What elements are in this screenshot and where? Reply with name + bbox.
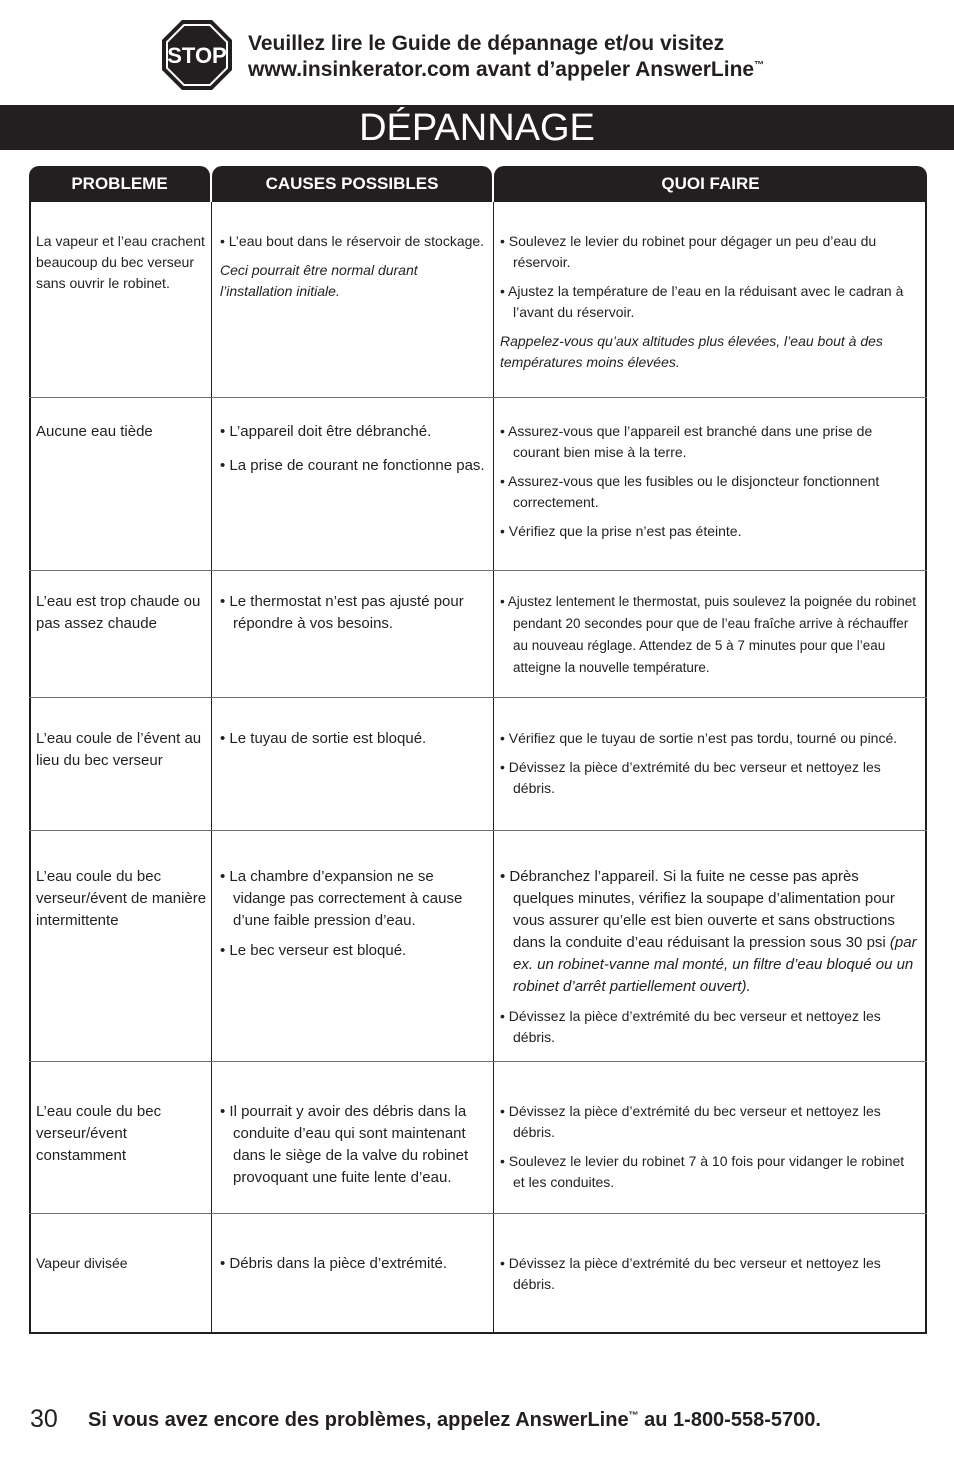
trademark: ™ [628, 1410, 639, 1422]
row-divider [29, 397, 927, 398]
troubleshooting-table [29, 166, 927, 1334]
page-title: DÉPANNAGE [0, 105, 954, 150]
action-item: • Dévissez la pièce d’extrémité du bec verseur et nettoyez les débris. [500, 1253, 918, 1295]
row-divider [29, 1213, 927, 1214]
action-item: • Soulevez le levier du robinet 7 à 10 fois pour vidanger le robinet et les conduites. [500, 1151, 918, 1193]
action-item: • Dévissez la pièce d’extrémité du bec verseur et nettoyez les débris. [500, 1101, 918, 1143]
action-item: • Débranchez l’appareil. Si la fuite ne cesse pas après quelques minutes, vérifiez la soupape d’alimentation pour vous assurer qu’elle est bien ouverte et sans obstructions dans la conduite d’eau réduisant la pression sous 30 psi (par ex. un robinet-vanne mal monté, un filtre d’eau bloqué ou un robinet d’arrêt partiellement ouvert). [500, 866, 918, 998]
actions-cell [500, 591, 918, 687]
column-divider [493, 202, 494, 1332]
notice-line-1: Veuillez lire le Guide de dépannage et/ou visitez [248, 32, 725, 55]
page-number: 30 [30, 1405, 58, 1433]
causes-cell [220, 421, 485, 485]
action-item: • Vérifiez que le tuyau de sortie n’est pas tordu, tourné ou pincé. [500, 728, 918, 749]
table-border-right [925, 202, 927, 1334]
problem-cell: L’eau coule du bec verseur/évent de manière intermittente [36, 868, 207, 929]
cause-item: • Débris dans la pièce d’extrémité. [220, 1253, 485, 1275]
problem-cell: L’eau coule de l’évent au lieu du bec verseur [36, 730, 202, 769]
header-causes: CAUSES POSSIBLES [212, 166, 492, 202]
problem-cell: Aucune eau tiède [36, 423, 153, 440]
action-item: • Soulevez le levier du robinet pour dégager un peu d’eau du réservoir. [500, 231, 918, 273]
cause-note: Ceci pourrait être normal durant l’installation initiale. [220, 262, 418, 299]
row-divider [29, 830, 927, 831]
cause-item: • L’eau bout dans le réservoir de stockage. [220, 231, 485, 252]
action-note: Rappelez-vous qu’aux altitudes plus élevées, l’eau bout à des températures moins élevées. [500, 333, 883, 370]
causes-cell [220, 1253, 485, 1283]
actions-cell [500, 1253, 918, 1303]
action-item: • Assurez-vous que les fusibles ou le disjoncteur fonctionnent correctement. [500, 471, 918, 513]
row-divider [29, 1061, 927, 1062]
notice-text [248, 31, 938, 83]
row-divider [29, 697, 927, 698]
cause-item: • La prise de courant ne fonctionne pas. [220, 455, 485, 477]
action-inline-note: (par ex. un robinet-vanne mal monté, un filtre d’eau bloqué ou un robinet d’arrêt partiellement ouvert). [513, 934, 917, 995]
action-item: • Ajustez lentement le thermostat, puis soulevez la poignée du robinet pendant 20 secondes pour que de l’eau fraîche arrive à réchauffer au nouveau réglage. Attendez de 5 à 7 minutes pour que l’eau atteigne la nouvelle température. [500, 591, 918, 679]
cause-item: • Le bec verseur est bloqué. [220, 940, 485, 962]
problem-cell: La vapeur et l’eau crachent beaucoup du bec verseur sans ouvrir le robinet. [36, 233, 205, 291]
cause-item: • Le tuyau de sortie est bloqué. [220, 728, 485, 750]
causes-cell [220, 591, 485, 643]
action-item: • Ajustez la température de l’eau en la réduisant avec le cadran à l’avant du réservoir. [500, 281, 918, 323]
actions-cell [500, 421, 918, 550]
header-probleme: PROBLEME [29, 166, 210, 202]
actions-cell [500, 866, 918, 1056]
actions-cell [500, 1101, 918, 1201]
causes-cell [220, 1101, 485, 1197]
stop-sign-text: STOP [167, 43, 227, 68]
table-border-left [29, 202, 31, 1334]
action-item: • Dévissez la pièce d’extrémité du bec verseur et nettoyez les débris. [500, 757, 918, 799]
actions-cell [500, 231, 918, 381]
causes-cell [220, 231, 485, 310]
problem-cell: L’eau coule du bec verseur/évent constamment [36, 1103, 162, 1164]
action-item: • Dévissez la pièce d’extrémité du bec verseur et nettoyez les débris. [500, 1006, 918, 1048]
cause-item: • Il pourrait y avoir des débris dans la conduite d’eau qui sont maintenant dans le siège de la valve du robinet provoquant une fuite lente d’eau. [220, 1101, 485, 1189]
actions-cell [500, 728, 918, 807]
causes-cell [220, 728, 485, 758]
header-quoi-faire: QUOI FAIRE [494, 166, 927, 202]
problem-cell: Vapeur divisée [36, 1255, 128, 1271]
action-item: • Vérifiez que la prise n’est pas éteinte. [500, 521, 918, 542]
row-divider [29, 570, 927, 571]
table-border-bottom [29, 1332, 927, 1334]
stop-notice [160, 18, 940, 92]
trademark: ™ [754, 60, 765, 71]
causes-cell [220, 866, 485, 970]
stop-sign-icon [160, 18, 234, 92]
cause-item: • Le thermostat n’est pas ajusté pour répondre à vos besoins. [220, 591, 485, 635]
action-item: • Assurez-vous que l’appareil est branché dans une prise de courant bien mise à la terre. [500, 421, 918, 463]
footer-helpline: Si vous avez encore des problèmes, appelez AnswerLine™ au 1-800-558-5700. [88, 1409, 821, 1431]
cause-item: • La chambre d’expansion ne se vidange pas correctement à cause d’une faible pression d’eau. [220, 866, 485, 932]
problem-cell: L’eau est trop chaude ou pas assez chaude [36, 593, 201, 632]
cause-item: • L’appareil doit être débranché. [220, 421, 485, 443]
notice-line-2: www.insinkerator.com avant d’appeler AnswerLine™ [248, 58, 765, 81]
column-divider [211, 202, 212, 1332]
